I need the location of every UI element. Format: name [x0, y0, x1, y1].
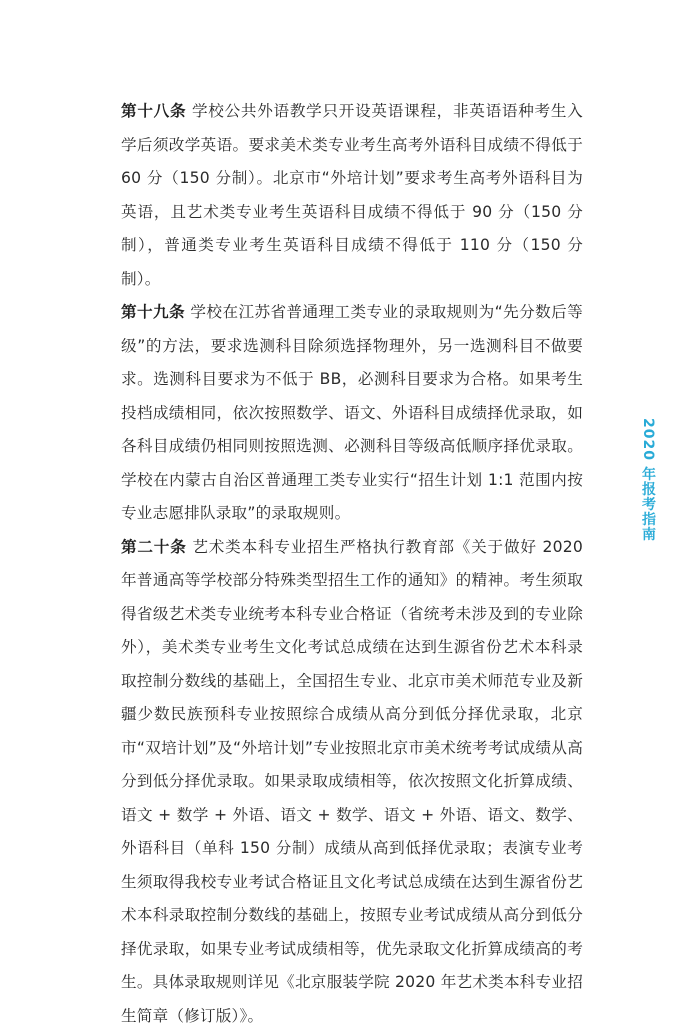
document-body: [121, 95, 583, 1033]
article-number: 第十八条: [121, 102, 186, 120]
article-number: 第十九条: [121, 303, 185, 321]
article-20: [121, 531, 583, 1033]
article-text: 学校在江苏省普通理工类专业的录取规则为“先分数后等级”的方法，要求选测科目除须选择物理外，另一选测科目不做要求。选测科目要求为不低于 BB，必测科目要求为合格。如果考生投档成绩相同，依次按照数学、语文、外语科目成绩择优录取，如各科目成绩仍相同则按照选测、必测科目等级高低顺序择优录取。学校在内蒙古自治区普通理工类专业实行“招生计划 1:1 范围内按专业志愿排队录取”的录取规则。: [121, 303, 583, 522]
article-text: 艺术类本科专业招生严格执行教育部《关于做好 2020 年普通高等学校部分特殊类型招生工作的通知》的精神。考生须取得省级艺术类专业统考本科专业合格证（省统考未涉及到的专业除外），美术类专业考生文化考试总成绩在达到生源省份艺术本科录取控制分数线的基础上，全国招生专业、北京市美术师范专业及新疆少数民族预科专业按照综合成绩从高分到低分择优录取，北京市“双培计划”及“外培计划”专业按照北京市美术统考考试成绩从高分到低分择优录取。如果录取成绩相等，依次按照文化折算成绩、语文 + 数学 + 外语、语文 + 数学、语文 + 外语、语文、数学、外语科目（单科 150 分制）成绩从高到低择优录取；表演专业考生须取得我校专业考试合格证且文化考试总成绩在达到生源省份艺术本科录取控制分数线的基础上，按照专业考试成绩从高分到低分择优录取，如果专业考试成绩相等，优先录取文化折算成绩高的考生。具体录取规则详见《北京服装学院 2020 年艺术类本科专业招生简章（修订版）》。: [121, 538, 583, 1025]
side-section-label: 2020 年报考指南: [636, 418, 658, 542]
article-text: 学校公共外语教学只开设英语课程，非英语语种考生入学后须改学英语。要求美术类专业考生高考外语科目成绩不得低于 60 分（150 分制）。北京市“外培计划”要求考生高考外语科目为英语，且艺术类专业考生英语科目成绩不得低于 90 分（150 分制），普通类专业考生英语科目成绩不得低于 110 分（150 分制）。: [121, 102, 583, 288]
article-18: [121, 95, 583, 296]
article-19: [121, 296, 583, 531]
article-number: 第二十条: [121, 538, 187, 556]
